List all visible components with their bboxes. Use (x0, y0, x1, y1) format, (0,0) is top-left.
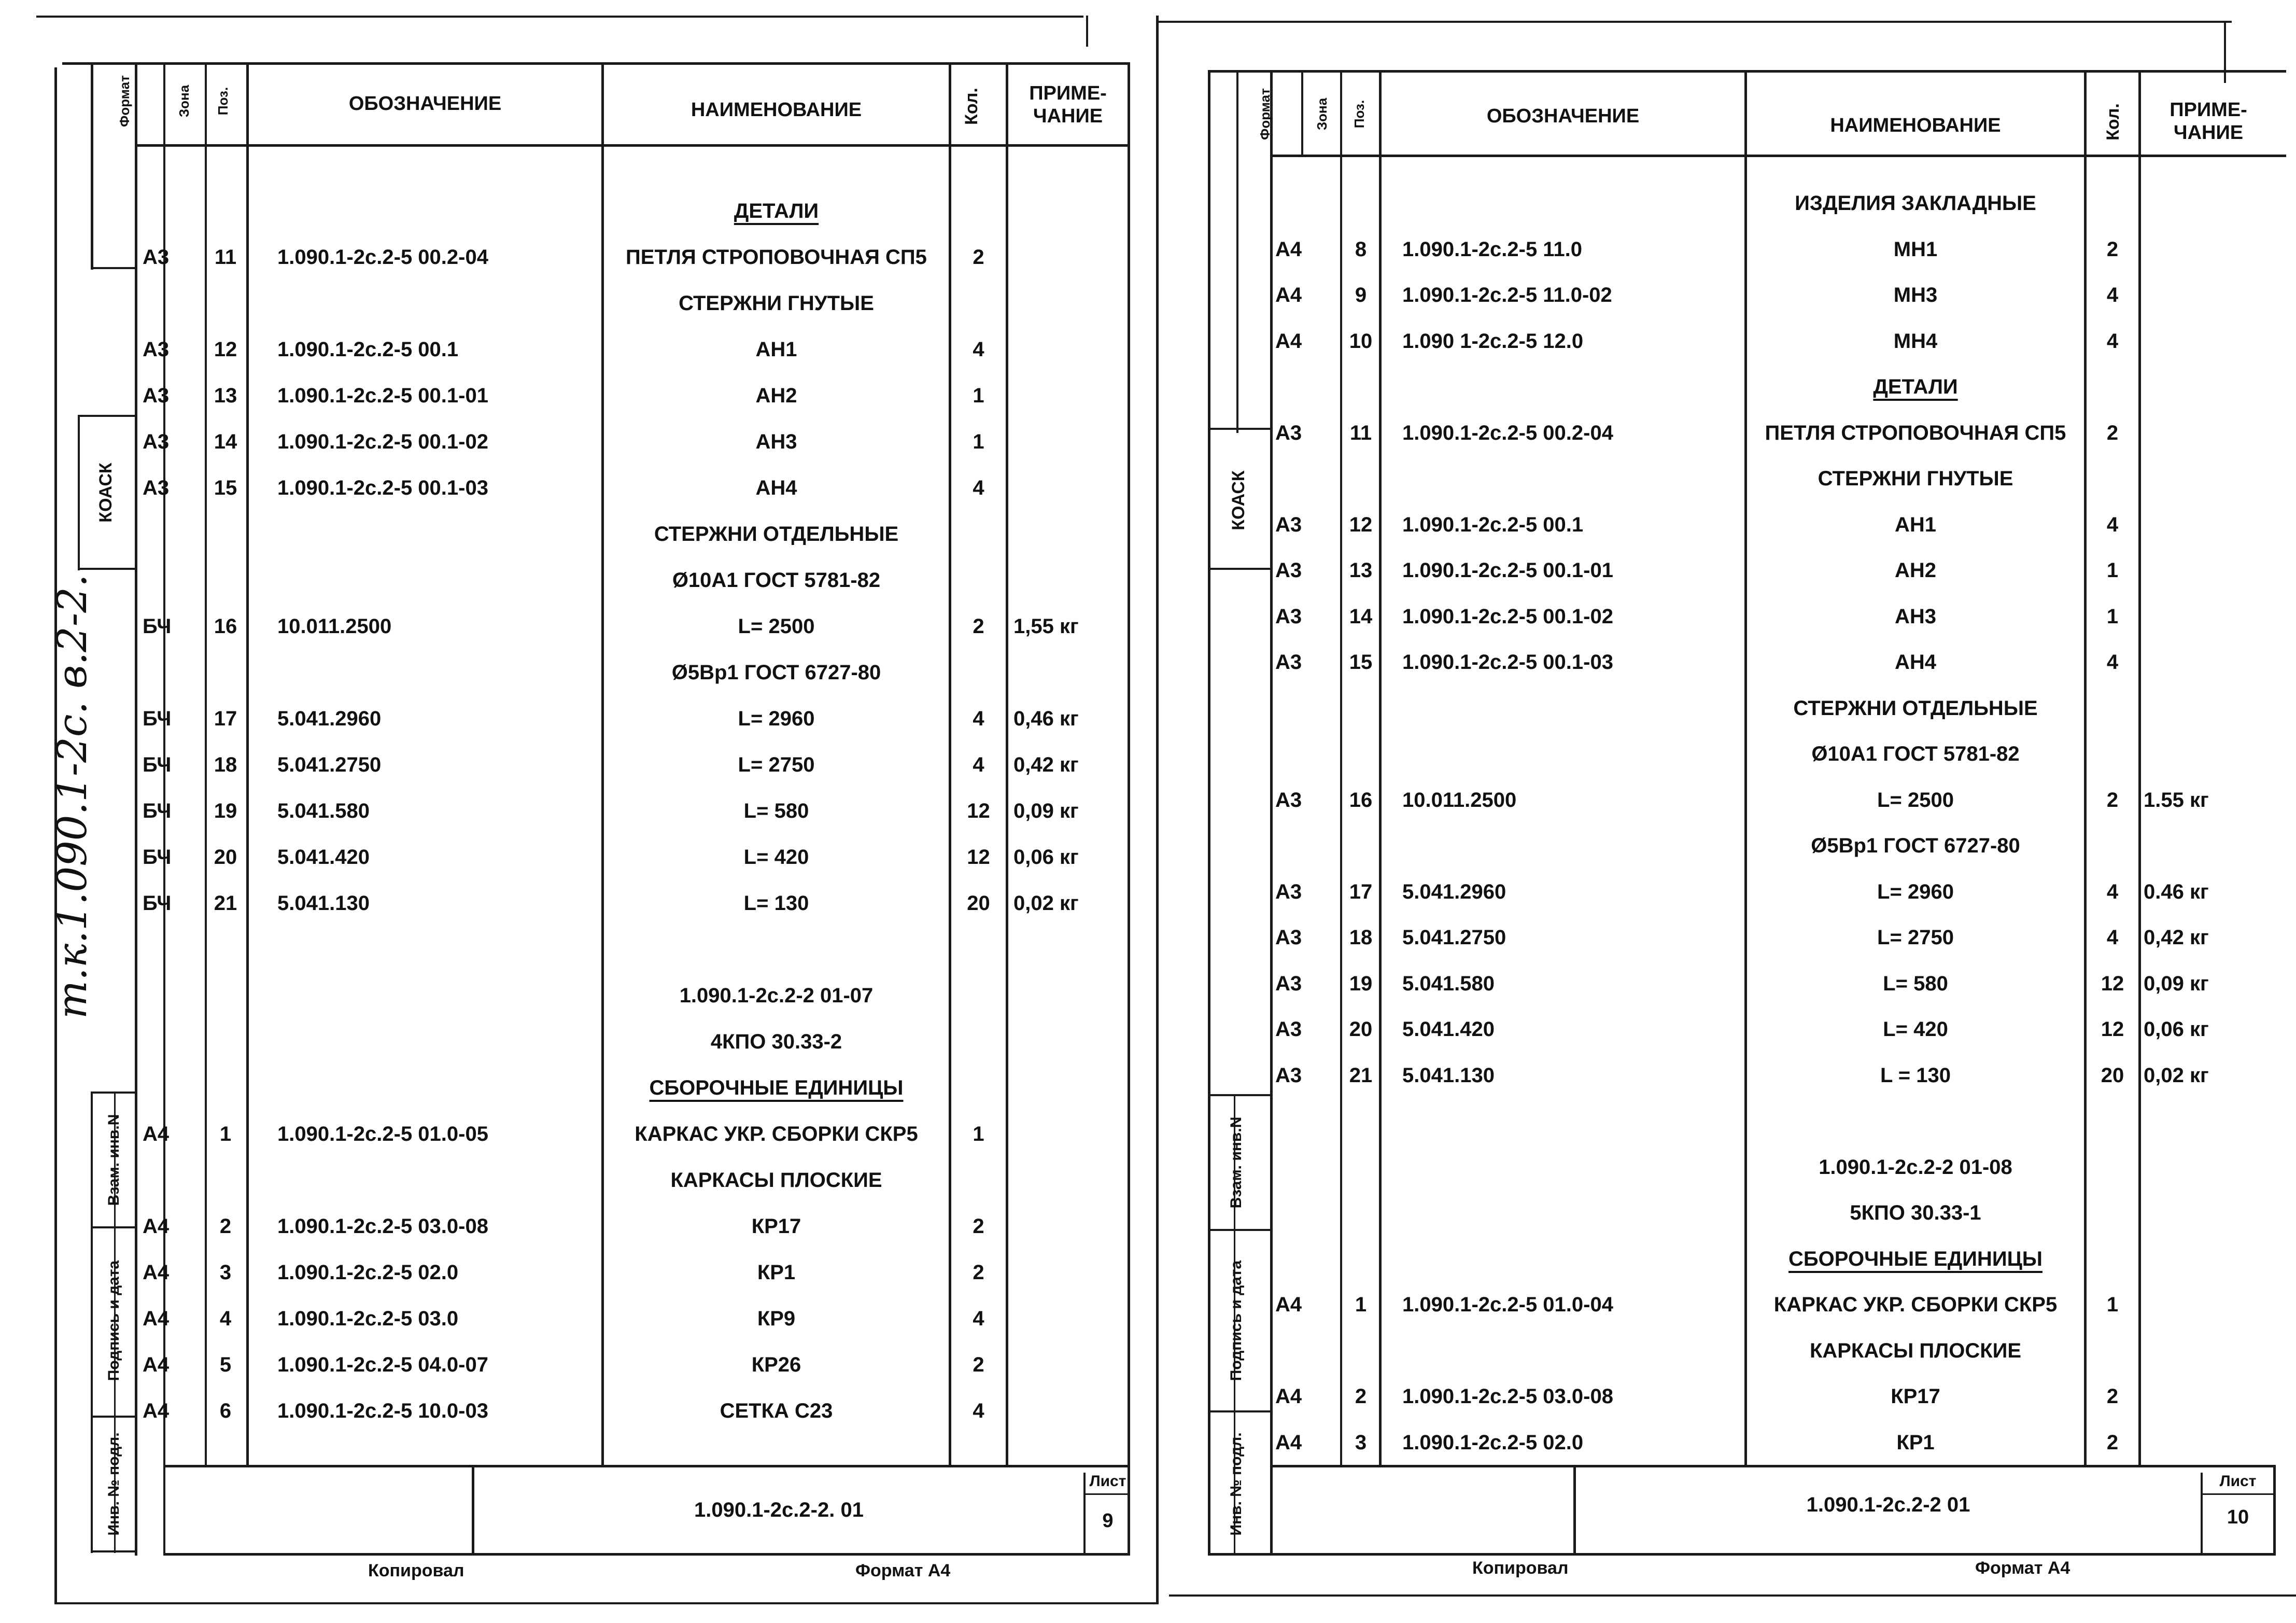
row-name: L= 580 (1883, 972, 1948, 995)
row-quantity: 20 (967, 892, 990, 915)
row-format: А3 (1275, 788, 1302, 812)
right-side-label-koask: КОАСК (1229, 470, 1248, 530)
row-format: А4 (143, 1307, 170, 1330)
row-note: 0,42 кг (2144, 926, 2209, 949)
row-format: БЧ (143, 800, 172, 822)
row-quantity: 12 (967, 800, 990, 822)
row-designation: 1.090.1-2с.2-5 00.1-01 (277, 384, 488, 407)
row-name: 4КПО 30.33-2 (710, 1030, 842, 1053)
left-kopiroval: Копировал (368, 1561, 464, 1580)
row-format: А4 (1275, 237, 1302, 261)
row-quantity: 2 (2106, 1431, 2119, 1454)
row-name: КАРКАСЫ ПЛОСКИЕ (670, 1169, 882, 1192)
row-name: АН1 (755, 338, 797, 361)
row-position: 16 (1349, 788, 1373, 812)
row-name: Ø10А1 ГОСТ 5781-82 (1811, 743, 2020, 765)
left-format: Формат А4 (855, 1561, 951, 1580)
row-note: 0,46 кг (1013, 707, 1079, 730)
row-quantity: 1 (973, 430, 984, 453)
row-quantity: 12 (2101, 972, 2124, 995)
right-header-primechanie-1: ПРИМЕ- (2170, 99, 2247, 121)
row-name: КР9 (757, 1307, 796, 1330)
side-label-podpis: Подпись и дата (105, 1260, 122, 1381)
row-quantity: 4 (2106, 651, 2119, 674)
row-note: 0,02 кг (2144, 1064, 2209, 1087)
row-designation: 1.090 1-2с.2-5 12.0 (1402, 329, 1584, 353)
row-name: L= 130 (743, 892, 809, 915)
row-name: КР1 (757, 1261, 796, 1284)
row-name: КР17 (1891, 1385, 1940, 1408)
row-note: 0,09 кг (1013, 800, 1079, 822)
right-header-poz: Поз. (1351, 100, 1367, 129)
row-designation: 1.090.1-2с.2-5 11.0-02 (1402, 284, 1612, 306)
row-format: А3 (143, 246, 170, 269)
row-format: А4 (143, 1215, 170, 1238)
row-position: 1 (219, 1123, 232, 1145)
left-list-label: Лист (1089, 1473, 1126, 1490)
row-quantity: 12 (967, 846, 990, 869)
row-designation: 1.090.1-2с.2-5 03.0 (277, 1307, 459, 1330)
row-position: 4 (219, 1307, 232, 1330)
row-position: 5 (219, 1353, 232, 1376)
row-name: СЕТКА С23 (720, 1400, 833, 1422)
row-designation: 1.090.1-2с.2-5 02.0 (1402, 1431, 1584, 1454)
row-position: 3 (1355, 1431, 1367, 1454)
row-name: Ø10А1 ГОСТ 5781-82 (672, 569, 881, 592)
row-quantity: 4 (973, 1400, 984, 1422)
row-name: ПЕТЛЯ СТРОПОВОЧНАЯ СП5 (1765, 421, 2066, 444)
row-designation: 1.090.1-2с.2-5 02.0 (277, 1261, 459, 1284)
row-name: L= 2750 (1877, 926, 1954, 949)
row-format: А4 (1275, 1385, 1302, 1408)
row-position: 19 (1349, 972, 1373, 995)
row-designation: 1.090.1-2с.2-5 03.0-08 (277, 1215, 488, 1238)
row-name: ДЕТАЛИ (1873, 375, 1958, 398)
header-poz: Поз. (215, 87, 231, 116)
row-name: АН1 (1894, 513, 1937, 536)
row-quantity: 4 (973, 1307, 984, 1330)
row-name: СБОРОЧНЫЕ ЕДИНИЦЫ (1788, 1247, 2043, 1270)
row-name: L = 130 (1880, 1064, 1951, 1087)
row-name: АН2 (755, 384, 797, 407)
row-name: СТЕРЖНИ ГНУТЫЕ (1818, 467, 2013, 490)
row-position: 15 (214, 477, 237, 499)
right-header-kol: Кол. (2103, 103, 2123, 141)
row-name: 5КПО 30.33-1 (1850, 1201, 1981, 1224)
row-format: БЧ (143, 707, 172, 730)
row-position: 11 (214, 246, 237, 269)
right-format: Формат А4 (1975, 1558, 2070, 1578)
row-note: 1,55 кг (1013, 615, 1079, 638)
side-label-koask: КОАСК (96, 463, 116, 523)
row-format: А3 (1275, 1064, 1302, 1087)
row-quantity: 4 (973, 477, 984, 499)
row-designation: 1.090.1-2с.2-5 01.0-04 (1402, 1293, 1613, 1316)
right-side-label-vzam: Взам. инв.N (1228, 1116, 1245, 1209)
row-quantity: 1 (2106, 605, 2119, 628)
row-quantity: 1 (2106, 1293, 2119, 1316)
row-name: Ø5Вр1 ГОСТ 6727-80 (671, 661, 881, 684)
row-name: КР17 (751, 1215, 801, 1238)
row-name: ДЕТАЛИ (734, 200, 819, 222)
row-name: КАРКАС УКР. СБОРКИ СКР5 (635, 1123, 918, 1145)
row-format: А4 (1275, 1431, 1302, 1454)
row-designation: 10.011.2500 (277, 615, 392, 638)
row-name: АН2 (1894, 559, 1937, 582)
row-position: 8 (1355, 237, 1367, 261)
row-designation: 1.090.1-2с.2-5 10.0-03 (277, 1400, 488, 1422)
row-format: А4 (1275, 329, 1302, 353)
row-format: БЧ (143, 753, 172, 776)
row-position: 13 (214, 384, 237, 407)
row-name: КАРКАСЫ ПЛОСКИЕ (1809, 1339, 2022, 1362)
row-designation: 5.041.2960 (277, 707, 382, 730)
row-name: L= 420 (1883, 1018, 1948, 1041)
row-name: СТЕРЖНИ ГНУТЫЕ (679, 292, 874, 315)
row-name: АН4 (1894, 651, 1937, 674)
row-quantity: 20 (2101, 1064, 2124, 1087)
row-position: 12 (214, 338, 237, 361)
row-position: 19 (214, 800, 237, 822)
right-header-naimenovanie: НАИМЕНОВАНИЕ (1830, 115, 2001, 136)
row-position: 13 (1349, 559, 1373, 582)
row-name: МН1 (1893, 237, 1938, 261)
header-oboznachenie: ОБОЗНАЧЕНИЕ (348, 93, 502, 115)
row-designation: 1.090.1-2с.2-5 00.1-03 (1402, 651, 1613, 674)
left-list-number: 9 (1102, 1510, 1114, 1532)
row-designation: 10.011.2500 (1402, 788, 1517, 812)
row-format: А3 (1275, 513, 1302, 536)
row-designation: 5.041.2750 (277, 753, 382, 776)
row-quantity: 2 (2106, 1385, 2119, 1408)
row-name: Ø5Вр1 ГОСТ 6727-80 (1811, 834, 2020, 857)
row-position: 2 (1355, 1385, 1367, 1408)
row-designation: 1.090.1-2с.2-5 11.0 (1402, 237, 1582, 261)
row-format: А3 (1275, 559, 1302, 582)
row-quantity: 1 (973, 1123, 984, 1145)
header-kol: Кол. (962, 88, 981, 125)
row-quantity: 1 (2106, 559, 2119, 582)
row-designation: 5.041.130 (1402, 1064, 1495, 1087)
row-format: А4 (143, 1261, 170, 1284)
row-format: А4 (143, 1400, 170, 1422)
row-quantity: 4 (973, 753, 984, 776)
row-quantity: 4 (2106, 880, 2119, 903)
row-name: АН3 (1894, 605, 1937, 628)
row-name: L= 2960 (1877, 880, 1954, 903)
row-name: L= 580 (743, 800, 809, 822)
row-format: А3 (1275, 651, 1302, 674)
row-position: 16 (214, 615, 237, 638)
row-quantity: 2 (973, 615, 984, 638)
row-position: 12 (1349, 513, 1373, 536)
row-format: А3 (1275, 1018, 1302, 1041)
row-designation: 1.090.1-2с.2-5 03.0-08 (1402, 1385, 1613, 1408)
row-name: ПЕТЛЯ СТРОПОВОЧНАЯ СП5 (626, 246, 927, 269)
row-note: 0,06 кг (1013, 846, 1079, 869)
right-header-zona: Зона (1314, 97, 1330, 131)
row-position: 17 (214, 707, 237, 730)
row-position: 1 (1355, 1293, 1367, 1316)
row-note: 1.55 кг (2144, 788, 2209, 812)
handwritten-title: т.к.1.090.1-2с. в.2-2. (49, 574, 96, 1019)
row-note: 0,06 кг (2144, 1018, 2209, 1041)
row-format: А3 (1275, 421, 1302, 444)
row-position: 18 (1349, 926, 1373, 949)
row-note: 0,42 кг (1013, 753, 1079, 776)
row-quantity: 1 (973, 384, 984, 407)
row-position: 17 (1349, 880, 1373, 903)
row-name: СТЕРЖНИ ОТДЕЛЬНЫЕ (654, 523, 899, 545)
row-position: 21 (1349, 1064, 1373, 1087)
row-name: 1.090.1-2с.2-2 01-08 (1819, 1155, 2012, 1179)
right-side-label-inv: Инв. № подл. (1228, 1432, 1245, 1536)
row-format: А3 (143, 384, 170, 407)
row-position: 20 (214, 846, 237, 869)
row-note: 0,09 кг (2144, 972, 2209, 995)
row-name: АН4 (755, 477, 797, 499)
row-format: БЧ (143, 892, 172, 915)
row-designation: 5.041.2960 (1402, 880, 1506, 903)
row-quantity: 4 (2106, 329, 2119, 353)
row-position: 14 (1349, 605, 1373, 628)
row-position: 9 (1355, 284, 1367, 306)
row-format: БЧ (143, 846, 172, 869)
row-quantity: 4 (2106, 513, 2119, 536)
row-designation: 1.090.1-2с.2-5 00.1-02 (1402, 605, 1613, 628)
row-note: 0,02 кг (1013, 892, 1079, 915)
row-designation: 1.090.1-2с.2-5 00.2-04 (1402, 421, 1613, 444)
right-list-label: Лист (2219, 1473, 2257, 1490)
row-quantity: 12 (2101, 1018, 2124, 1041)
row-designation: 1.090.1-2с.2-5 01.0-05 (277, 1123, 488, 1145)
row-position: 15 (1349, 651, 1373, 674)
side-label-inv: Инв. № подл. (105, 1432, 122, 1536)
row-format: А3 (143, 338, 170, 361)
row-designation: 5.041.130 (277, 892, 370, 915)
row-position: 10 (1349, 329, 1373, 353)
row-designation: 1.090.1-2с.2-5 00.1-01 (1402, 559, 1613, 582)
row-name: АН3 (755, 430, 797, 453)
row-quantity: 2 (973, 1215, 984, 1238)
row-name: L= 2750 (738, 753, 815, 776)
row-position: 6 (219, 1400, 232, 1422)
left-doc-code: 1.090.1-2с.2-2. 01 (694, 1499, 864, 1521)
row-position: 21 (214, 892, 237, 915)
row-format: А3 (143, 430, 170, 453)
right-kopiroval: Копировал (1472, 1558, 1569, 1578)
row-name: КР1 (1896, 1431, 1935, 1454)
header-primechanie-2: ЧАНИЕ (1033, 105, 1103, 127)
right-doc-code: 1.090.1-2с.2-2 01 (1806, 1493, 1970, 1516)
row-format: А3 (1275, 972, 1302, 995)
row-name: КР26 (751, 1353, 801, 1376)
row-designation: 5.041.2750 (1402, 926, 1506, 949)
row-designation: 5.041.580 (1402, 972, 1495, 995)
row-quantity: 2 (2106, 421, 2119, 444)
row-designation: 5.041.580 (277, 800, 370, 822)
row-quantity: 2 (973, 1261, 984, 1284)
row-designation: 1.090.1-2с.2-5 00.1 (277, 338, 459, 361)
row-designation: 1.090.1-2с.2-5 00.1 (1402, 513, 1584, 536)
row-quantity: 2 (2106, 788, 2119, 812)
right-side-label-podpis: Подпись и дата (1228, 1260, 1245, 1381)
row-name: МН3 (1893, 284, 1938, 306)
row-designation: 5.041.420 (277, 846, 370, 869)
side-label-vzam: Взам. инв.N (105, 1114, 122, 1206)
row-quantity: 4 (2106, 926, 2119, 949)
row-position: 20 (1349, 1018, 1373, 1041)
row-position: 3 (219, 1261, 232, 1284)
row-name: 1.090.1-2с.2-2 01-07 (679, 984, 874, 1007)
row-designation: 1.090.1-2с.2-5 00.1-02 (277, 430, 488, 453)
row-format: А3 (1275, 605, 1302, 628)
row-name: МН4 (1893, 329, 1938, 353)
row-position: 14 (214, 430, 237, 453)
row-format: А3 (1275, 880, 1302, 903)
header-primechanie-1: ПРИМЕ- (1029, 82, 1107, 104)
row-name: L= 2500 (738, 615, 815, 638)
row-name: L= 2500 (1877, 788, 1954, 812)
row-format: А4 (143, 1353, 170, 1376)
row-position: 18 (214, 753, 237, 776)
row-designation: 1.090.1-2с.2-5 00.1-03 (277, 477, 488, 499)
row-quantity: 4 (973, 338, 984, 361)
row-name: КАРКАС УКР. СБОРКИ СКР5 (1773, 1293, 2058, 1316)
row-note: 0.46 кг (2144, 880, 2209, 903)
header-naimenovanie: НАИМЕНОВАНИЕ (691, 99, 862, 121)
row-name: СТЕРЖНИ ОТДЕЛЬНЫЕ (1793, 696, 2038, 720)
row-name: ИЗДЕЛИЯ ЗАКЛАДНЫЕ (1795, 192, 2036, 215)
row-position: 11 (1349, 421, 1372, 444)
right-header-format: Формат (1257, 88, 1273, 140)
row-position: 2 (219, 1215, 232, 1238)
row-format: А4 (1275, 284, 1302, 306)
right-list-number: 10 (2227, 1506, 2249, 1528)
right-header-oboznachenie: ОБОЗНАЧЕНИЕ (1486, 105, 1640, 127)
right-header-primechanie-2: ЧАНИЕ (2173, 122, 2244, 144)
row-quantity: 2 (2106, 237, 2119, 261)
row-designation: 5.041.420 (1402, 1018, 1495, 1041)
row-format: А4 (1275, 1293, 1302, 1316)
row-name: L= 420 (743, 846, 809, 869)
row-format: А3 (143, 477, 170, 499)
row-format: А4 (143, 1123, 170, 1145)
row-format: БЧ (143, 615, 172, 638)
row-quantity: 2 (973, 246, 984, 269)
row-name: СБОРОЧНЫЕ ЕДИНИЦЫ (649, 1076, 904, 1099)
row-designation: 1.090.1-2с.2-5 00.2-04 (277, 246, 488, 269)
row-name: L= 2960 (738, 707, 815, 730)
row-format: А3 (1275, 926, 1302, 949)
row-quantity: 4 (2106, 284, 2119, 306)
row-designation: 1.090.1-2с.2-5 04.0-07 (277, 1353, 488, 1376)
row-quantity: 2 (973, 1353, 984, 1376)
header-zona: Зона (176, 85, 192, 118)
header-format: Формат (117, 75, 132, 127)
row-quantity: 4 (973, 707, 984, 730)
